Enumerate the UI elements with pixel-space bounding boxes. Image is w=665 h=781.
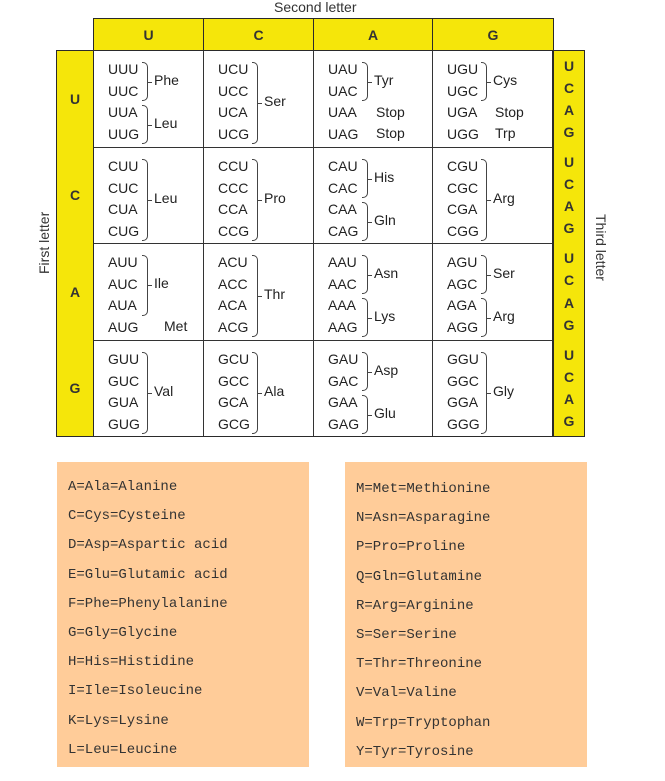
- column-header-a: A: [313, 18, 433, 50]
- brace-icon: [362, 395, 368, 434]
- amino-acid-label: Thr: [264, 286, 285, 302]
- third-letter-label: U: [563, 154, 575, 170]
- legend-entry: F=Phe=Phenylalanine: [68, 595, 228, 612]
- codon-cell-cu: [94, 148, 204, 244]
- row-header-c: C: [56, 147, 93, 244]
- codon: AUC: [108, 275, 138, 292]
- brace-icon: [142, 105, 148, 144]
- codon: GGC: [447, 372, 479, 389]
- third-letter-label: C: [563, 176, 575, 192]
- codon: UAC: [328, 82, 358, 99]
- amino-acid-label: Tyr: [374, 71, 394, 88]
- legend-entry: T=Thr=Threonine: [356, 656, 483, 673]
- codon-cell-ug: [433, 51, 552, 148]
- codon: CAU: [328, 158, 358, 174]
- amino-acid-label: Gly: [493, 383, 514, 399]
- codon: GAU: [328, 351, 359, 367]
- codon: AGC: [447, 275, 478, 292]
- codon: CCG: [218, 222, 250, 239]
- codon: GUC: [108, 372, 140, 389]
- codon-cell-uc: [204, 51, 314, 148]
- codon: AUA: [108, 297, 137, 313]
- brace-icon: [362, 298, 368, 337]
- first-letter-title: First letter: [36, 211, 52, 274]
- amino-acid-label: Leu: [154, 190, 178, 206]
- codon: UGU: [447, 61, 479, 77]
- codon-cell-au: [94, 244, 204, 341]
- codon: AUG: [108, 318, 139, 335]
- third-letter-label: C: [563, 80, 575, 96]
- legend-entry: S=Ser=Serine: [356, 626, 457, 643]
- legend-entry: E=Glu=Glutamic acid: [68, 566, 228, 583]
- codon: CCA: [218, 201, 248, 217]
- row-header-a: A: [56, 243, 93, 341]
- amino-acid-label: Stop: [495, 103, 524, 120]
- codon: CCC: [218, 179, 249, 196]
- codon-cell-gg: [433, 341, 552, 436]
- amino-acid-label: Met: [164, 318, 188, 335]
- third-letter-label: G: [563, 413, 575, 429]
- third-letter-group-u: [553, 50, 585, 148]
- codon: UGC: [447, 82, 479, 99]
- amino-acid-label: Ser: [493, 264, 515, 281]
- amino-acid-label: Pro: [264, 190, 286, 206]
- amino-acid-label: Stop: [376, 125, 405, 142]
- codon: CUA: [108, 201, 138, 217]
- third-letter-label: U: [563, 250, 575, 267]
- legend-entry: M=Met=Methionine: [356, 481, 491, 497]
- amino-acid-label: Gln: [374, 211, 396, 228]
- codon-cell-gc: [204, 341, 314, 436]
- codon: GCC: [218, 372, 250, 389]
- brace-icon: [481, 62, 487, 101]
- brace-icon: [142, 255, 148, 316]
- codon: AGA: [447, 297, 477, 313]
- codon: ACU: [218, 254, 248, 270]
- legend-entry: P=Pro=Proline: [356, 539, 466, 556]
- codon: CUU: [108, 158, 139, 174]
- legend-entry: W=Trp=Tryptophan: [356, 714, 491, 731]
- codon: CGC: [447, 179, 479, 196]
- amino-acid-legend-left: [57, 462, 309, 767]
- codon: UUG: [108, 125, 140, 142]
- brace-icon: [481, 159, 487, 241]
- codon: GGG: [447, 415, 480, 432]
- brace-icon: [481, 255, 487, 294]
- codon: ACC: [218, 275, 248, 292]
- third-letter-group-a: [553, 243, 585, 341]
- amino-acid-label: Ser: [264, 93, 286, 109]
- third-letter-group-g: [553, 340, 585, 437]
- brace-icon: [142, 62, 148, 101]
- brace-icon: [362, 62, 368, 101]
- codon-cell-ag: [433, 244, 552, 341]
- second-letter-title: Second letter: [274, 0, 357, 15]
- legend-entry: I=Ile=Isoleucine: [68, 683, 203, 700]
- codon: CGU: [447, 158, 479, 174]
- codon-cell-ua: [314, 51, 433, 148]
- third-letter-group-c: [553, 147, 585, 244]
- codon: UUA: [108, 104, 138, 120]
- amino-acid-legend-right: [345, 462, 587, 767]
- codon: GCU: [218, 351, 250, 367]
- legend-entry: G=Gly=Glycine: [68, 624, 178, 641]
- codon: AAC: [328, 275, 357, 292]
- legend-entry: Q=Gln=Glutamine: [356, 568, 483, 585]
- amino-acid-label: Cys: [493, 71, 518, 88]
- legend-entry: H=His=Histidine: [68, 654, 195, 671]
- legend-entry: C=Cys=Cysteine: [68, 508, 186, 525]
- amino-acid-label: Asn: [374, 264, 399, 281]
- amino-acid-label: Ile: [154, 275, 169, 292]
- codon: GAG: [328, 415, 360, 432]
- third-letter-label: G: [563, 316, 575, 333]
- codon: UAU: [328, 61, 358, 77]
- column-header-g: G: [432, 18, 554, 50]
- third-letter-title: Third letter: [593, 214, 609, 281]
- third-letter-label: A: [563, 102, 575, 118]
- amino-acid-label: Arg: [493, 307, 515, 324]
- third-letter-label: G: [563, 220, 575, 236]
- codon: UCG: [218, 125, 250, 142]
- codon: GUA: [108, 394, 139, 410]
- codon: CAG: [328, 222, 359, 239]
- brace-icon: [252, 159, 258, 241]
- codon-cell-gu: [94, 341, 204, 436]
- codon: CAA: [328, 201, 357, 217]
- codon-cell-uu: [94, 51, 204, 148]
- legend-entry: A=Ala=Alanine: [68, 479, 178, 495]
- amino-acid-label: His: [374, 168, 395, 185]
- brace-icon: [362, 159, 368, 198]
- codon: CUG: [108, 222, 140, 239]
- codon-cell-cg: [433, 148, 552, 244]
- brace-icon: [481, 352, 487, 434]
- codon: GGU: [447, 351, 479, 367]
- third-letter-label: U: [563, 347, 575, 363]
- codon: GCG: [218, 415, 250, 432]
- column-header-u: U: [93, 18, 204, 50]
- codon: AAU: [328, 254, 357, 270]
- legend-entry: Y=Tyr=Tyrosine: [356, 743, 474, 760]
- codon: UUC: [108, 82, 139, 99]
- brace-icon: [142, 159, 148, 241]
- amino-acid-label: Asp: [374, 361, 399, 378]
- codon: AAG: [328, 318, 358, 335]
- codon: GCA: [218, 394, 249, 410]
- third-letter-label: A: [563, 391, 575, 407]
- third-letter-label: A: [563, 294, 575, 311]
- codon-cell-ga: [314, 341, 433, 436]
- column-header-c: C: [203, 18, 314, 50]
- row-header-u: U: [56, 50, 93, 148]
- amino-acid-label: Phe: [154, 71, 179, 88]
- codon: AUU: [108, 254, 138, 270]
- brace-icon: [252, 352, 258, 434]
- codon-cell-cc: [204, 148, 314, 244]
- codon: GGA: [447, 394, 479, 410]
- codon: UCA: [218, 104, 248, 120]
- amino-acid-label: Stop: [376, 103, 405, 120]
- legend-entry: R=Arg=Arginine: [356, 597, 474, 614]
- third-letter-label: G: [563, 124, 575, 140]
- codon: ACA: [218, 297, 247, 313]
- amino-acid-label: Glu: [374, 404, 396, 421]
- codon-cell-ac: [204, 244, 314, 341]
- third-letter-label: A: [563, 198, 575, 214]
- third-letter-label: U: [563, 58, 575, 74]
- codon: CGA: [447, 201, 478, 217]
- brace-icon: [142, 352, 148, 434]
- row-header-g: G: [56, 340, 93, 437]
- codon-grid: [93, 50, 553, 437]
- amino-acid-label: Val: [154, 383, 174, 399]
- codon: UCU: [218, 61, 249, 77]
- codon: CUC: [108, 179, 139, 196]
- codon: GUG: [108, 415, 140, 432]
- codon: CGG: [447, 222, 479, 239]
- brace-icon: [481, 298, 487, 337]
- codon: CAC: [328, 179, 358, 196]
- codon: GUU: [108, 351, 140, 367]
- third-letter-label: C: [563, 369, 575, 385]
- codon: UGA: [447, 104, 478, 120]
- codon-cell-ca: [314, 148, 433, 244]
- codon: CCU: [218, 158, 249, 174]
- brace-icon: [362, 352, 368, 391]
- amino-acid-label: Lys: [374, 307, 396, 324]
- codon: UCC: [218, 82, 249, 99]
- codon: UAG: [328, 125, 359, 142]
- legend-entry: N=Asn=Asparagine: [356, 510, 491, 527]
- codon: AAA: [328, 297, 357, 313]
- codon: AGG: [447, 318, 479, 335]
- third-letter-label: C: [563, 272, 575, 289]
- legend-entry: D=Asp=Aspartic acid: [68, 537, 228, 554]
- amino-acid-label: Ala: [264, 383, 285, 399]
- amino-acid-label: Trp: [495, 125, 516, 142]
- legend-entry: L=Leu=Leucine: [68, 741, 178, 758]
- codon: UUU: [108, 61, 139, 77]
- legend-entry: K=Lys=Lysine: [68, 712, 169, 729]
- codon: ACG: [218, 318, 249, 335]
- codon: UGG: [447, 125, 479, 142]
- brace-icon: [252, 255, 258, 337]
- legend-entry: V=Val=Valine: [356, 685, 457, 702]
- amino-acid-label: Arg: [493, 190, 515, 206]
- codon: UAA: [328, 104, 357, 120]
- codon: GAA: [328, 394, 358, 410]
- codon: GAC: [328, 372, 359, 389]
- brace-icon: [252, 62, 258, 144]
- codon-cell-aa: [314, 244, 433, 341]
- codon: AGU: [447, 254, 478, 270]
- amino-acid-label: Leu: [154, 114, 178, 131]
- brace-icon: [362, 202, 368, 241]
- brace-icon: [362, 255, 368, 294]
